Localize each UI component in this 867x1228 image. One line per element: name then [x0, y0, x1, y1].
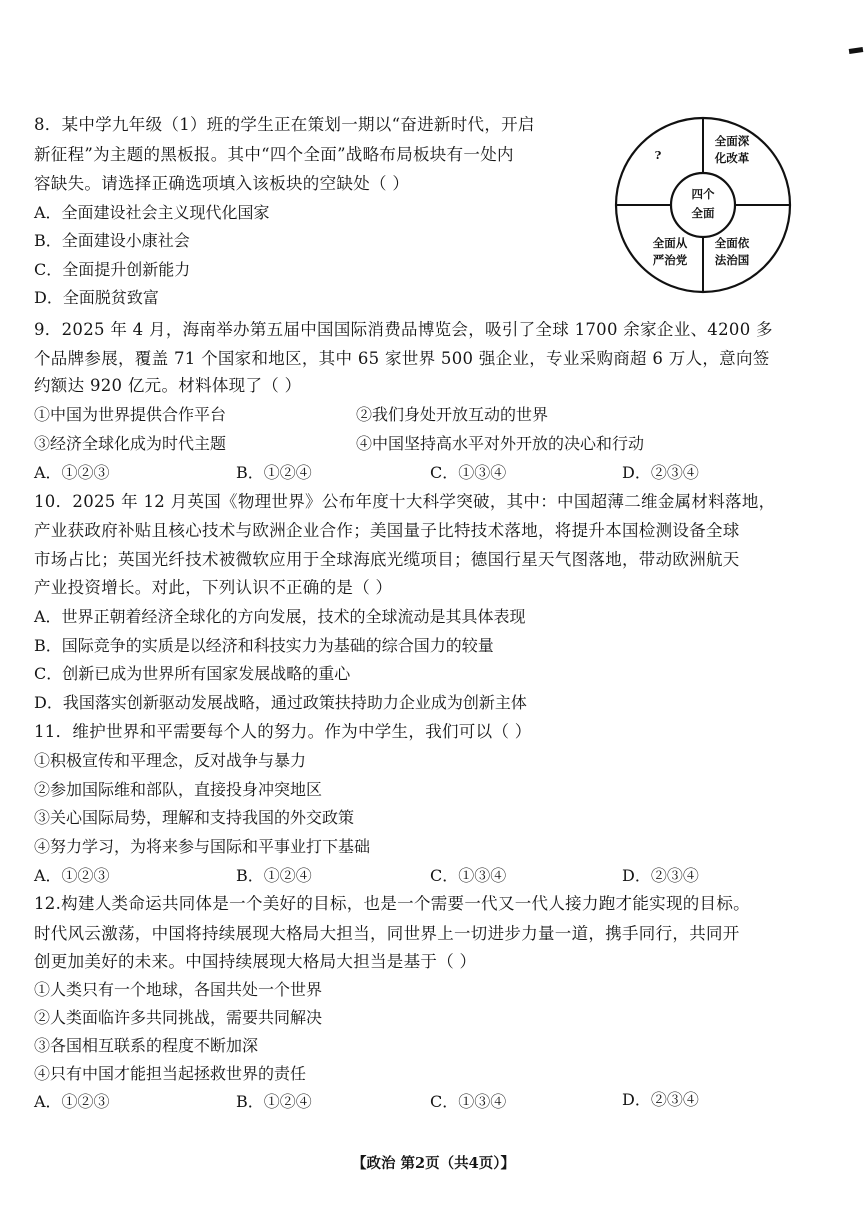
q11-statement-2: ②参加国际维和部队，直接投身冲突地区 [34, 780, 323, 799]
bottom-right-label-1: 全面依 [714, 236, 750, 250]
q12-statement-4: ④只有中国才能担当起拯救世界的责任 [34, 1064, 307, 1083]
q10-stem-line-1: 10．2025 年 12 月英国《物理世界》公布年度十大科学突破，其中：中国超薄二维金属材料落地， [34, 492, 776, 511]
q8-option-d[interactable]: D．全面脱贫致富 [34, 288, 159, 307]
q8-option-b[interactable]: B．全面建设小康社会 [34, 231, 190, 250]
q11-stem-line-1: 11．维护世界和平需要每个人的努力。作为中学生，我们可以（ ） [34, 722, 532, 741]
q9-statement-1: ①中国为世界提供合作平台 [34, 405, 227, 424]
q10-option-d[interactable]: D．我国落实创新驱动发展战略，通过政策扶持助力企业成为创新主体 [34, 693, 527, 712]
q11-statement-3: ③关心国际局势，理解和支持我国的外交政策 [34, 808, 355, 827]
q11-choice-a[interactable]: A．①②③ [34, 866, 110, 885]
four-comprehensives-diagram [612, 115, 794, 295]
inner-ring [671, 173, 735, 237]
q12-stem-line-3: 创更加美好的未来。中国持续展现大格局大担当是基于（ ） [34, 952, 477, 971]
q9-choice-a[interactable]: A．①②③ [34, 463, 110, 482]
q9-statement-3: ③经济全球化成为时代主题 [34, 434, 227, 453]
q8-option-a[interactable]: A．全面建设社会主义现代化国家 [34, 203, 270, 222]
q9-statement-4: ④中国坚持高水平对外开放的决心和行动 [356, 434, 645, 453]
q8-stem-line-2: 新征程”为主题的黑板报。其中“四个全面”战略布局板块有一处内 [34, 145, 514, 164]
q11-statement-1: ①积极宣传和平理念，反对战争与暴力 [34, 751, 307, 770]
center-label-2: 全面 [691, 206, 715, 220]
page-footer: 【政治 第2页（共4页）】 [352, 1155, 515, 1172]
q10-option-b[interactable]: B．国际竞争的实质是以经济和科技实力为基础的综合国力的较量 [34, 636, 494, 655]
q10-option-c[interactable]: C．创新已成为世界所有国家发展战略的重心 [34, 664, 351, 683]
q12-choice-d[interactable]: D．②③④ [622, 1090, 699, 1109]
q12-stem-line-2: 时代风云激荡，中国将持续展现大格局大担当，同世界上一切进步力量一道，携手同行，共同开 [34, 924, 740, 943]
q12-statement-2: ②人类面临许多共同挑战，需要共同解决 [34, 1008, 323, 1027]
top-right-label-1: 全面深 [714, 134, 750, 148]
q11-choice-b[interactable]: B．①②④ [236, 866, 312, 885]
q9-choice-c[interactable]: C．①③④ [430, 463, 507, 482]
scan-mark [849, 47, 864, 54]
q9-choice-d[interactable]: D．②③④ [622, 463, 699, 482]
q9-stem-line-3: 约额达 920 亿元。材料体现了（ ） [34, 376, 302, 395]
missing-item-label: ? [654, 148, 662, 162]
q9-statement-2: ②我们身处开放互动的世界 [356, 405, 549, 424]
q10-stem-line-3: 市场占比；英国光纤技术被微软应用于全球海底光缆项目；德国行星天气图落地，带动欧洲航天 [34, 550, 740, 569]
q8-stem-line-3: 容缺失。请选择正确选项填入该板块的空缺处（ ） [34, 174, 410, 193]
q12-choice-a[interactable]: A．①②③ [34, 1092, 110, 1111]
bottom-right-label-2: 法治国 [714, 253, 750, 267]
q12-stem-line-1: 12.构建人类命运共同体是一个美好的目标，也是一个需要一代又一代人接力跑才能实现的目标。 [34, 894, 750, 913]
q12-statement-1: ①人类只有一个地球，各国共处一个世界 [34, 980, 323, 999]
top-right-label-2: 化改革 [714, 151, 750, 165]
q11-choice-c[interactable]: C．①③④ [430, 866, 507, 885]
q8-stem-line-1: 8．某中学九年级（1）班的学生正在策划一期以“奋进新时代，开启 [34, 115, 535, 134]
q12-statement-3: ③各国相互联系的程度不断加深 [34, 1036, 259, 1055]
center-label-1: 四个 [691, 187, 715, 201]
q9-stem-line-1: 9．2025 年 4 月，海南举办第五届中国国际消费品博览会，吸引了全球 1700 余家企业、4200 多 [34, 320, 773, 339]
q8-option-c[interactable]: C．全面提升创新能力 [34, 260, 191, 279]
bottom-left-label-2: 严治党 [652, 253, 688, 267]
q10-stem-line-2: 产业获政府补贴且核心技术与欧洲企业合作；美国量子比特技术落地，将提升本国检测设备全球 [34, 521, 740, 540]
bottom-left-label-1: 全面从 [652, 236, 688, 250]
q10-option-a[interactable]: A．世界正朝着经济全球化的方向发展，技术的全球流动是其具体表现 [34, 607, 526, 626]
q11-choice-d[interactable]: D．②③④ [622, 866, 699, 885]
q9-choice-b[interactable]: B．①②④ [236, 463, 312, 482]
q12-choice-c[interactable]: C．①③④ [430, 1092, 507, 1111]
q12-choice-b[interactable]: B．①②④ [236, 1092, 312, 1111]
q10-stem-line-4: 产业投资增长。对此，下列认识不正确的是（ ） [34, 578, 393, 597]
q9-stem-line-2: 个品牌参展，覆盖 71 个国家和地区，其中 65 家世界 500 强企业，专业采购商超 6 万人，意向签 [34, 349, 770, 368]
q11-statement-4: ④努力学习，为将来参与国际和平事业打下基础 [34, 837, 371, 856]
